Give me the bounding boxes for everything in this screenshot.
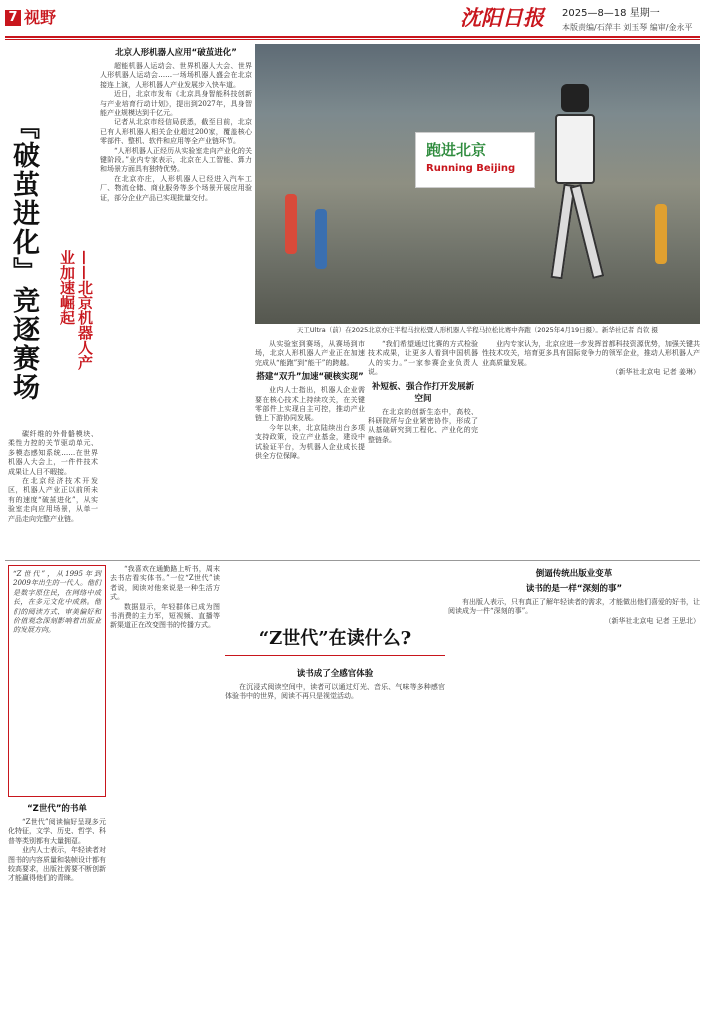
paragraph: 业内专家认为，北京应进一步发挥首都科技资源优势，加强关键共性技术攻关，培育更多具有国际竞争力的领军企业，推动人形机器人产业高质量发展。: [482, 340, 700, 367]
intro-box: “Z世代”，从1995年到2009年出生的一代人。他们是数字原住民，在网络中成长，在多元文化中成熟。他们的阅读方式、审美偏好和价值观念深刻影响着出版业的发展方向。: [8, 565, 106, 797]
paragraph: 超能机器人运动会、世界机器人大会、世界人形机器人运动会……一场场机器人盛会在北京接连上演，人形机器人产业发展步入快车道。: [100, 62, 252, 89]
issue-date: 2025—8—18 星期一: [562, 8, 660, 19]
paragraph: 在北京经济技术开发区，机器人产业正以前所未有的速度“破茧进化”，从实验室走向应用场景，从单一产品走向完整产业链。: [8, 477, 98, 523]
masthead: [0, 0, 705, 44]
photo-caption: 天工Ultra（前）在2025北京亦庄半程马拉松暨人形机器人半程马拉松比赛中奔跑（2025年4月19日摄）。新华社记者 肖钦 摄: [296, 326, 659, 334]
paragraph: 业内人士表示，年轻读者对图书的内容质量和装帧设计都有较高要求，出版社需要不断创新才能赢得他们的青睐。: [8, 846, 106, 883]
paragraph: 记者从北京市经信局获悉，截至目前，北京已有人形机器人相关企业超过200家，覆盖核心零部件、整机、软件和应用等全产业链环节。: [100, 118, 252, 146]
byline: （新华社北京电 记者 王思北）: [604, 616, 700, 625]
paragraph: 从实验室到赛场，从赛场到市场，北京人形机器人产业正在加速完成从“能跑”到“能干”的跨越。: [255, 340, 365, 367]
paragraph: “我喜欢在通勤路上听书，周末去书店看实体书。”一位“Z世代”读者说，阅读对他来说是一种生活方式。: [110, 565, 220, 602]
article-column-1: [8, 430, 98, 555]
article-column-3: [255, 340, 365, 558]
paragraph: “人形机器人正经历从实验室走向产业化的关键阶段。”业内专家表示，北京在人工智能、算力和场景方面具有独特优势。: [100, 146, 252, 174]
main-headline: 『破茧进化』竞逐赛场: [8, 112, 39, 402]
paragraph: 业内人士指出，机器人企业需要在核心技术上持续攻关，在关键零部件上实现自主可控，推动产业链上下游协同发展。: [255, 386, 365, 423]
paragraph: 近日，北京市发布《北京具身智能科技创新与产业培育行动计划》，提出到2027年，具身智能产业规模达到千亿元。: [100, 90, 252, 118]
section-subhead: 北京人形机器人应用“破茧进化”: [115, 48, 237, 58]
paragraph: 数据显示，年轻群体已成为图书消费的主力军，短视频、直播等新渠道正在改变图书的传播方式。: [110, 602, 220, 630]
headline-underline: [225, 655, 445, 656]
paper-logo: 沈阳日报: [460, 5, 544, 30]
article-column-4: [368, 340, 478, 558]
banner-title: 跑进北京: [426, 141, 487, 159]
bottom-column-1: [8, 800, 106, 1010]
paragraph: 在北京亦庄，人形机器人已经进入汽车工厂、物流仓储、商业服务等多个场景开展应用验证，部分企业产品已实现批量交付。: [100, 174, 252, 202]
bottom-column-2: [110, 565, 220, 1010]
paragraph: “我们希望通过比赛的方式检验技术成果，让更多人看到中国机器人的实力。”一家参赛企业负责人说。: [368, 340, 478, 377]
runner-figure: [315, 209, 327, 269]
paragraph: 在北京的创新生态中，高校、科研院所与企业紧密协作，形成了从基础研究到工程化、产业化的完整链条。: [368, 407, 478, 444]
section-subhead: 读书成了全感官体验: [296, 669, 374, 679]
section-subhead: 搭建“双升”加速“硬核实现”: [256, 372, 364, 383]
byline: （新华社北京电 记者 姜琳）: [611, 368, 700, 377]
editors-line: 本版责编/石萍丰 刘玉琴 编审/金永平: [562, 23, 693, 32]
bottom-headline: “Z世代”在读什么?: [258, 628, 412, 649]
header-rule-thin: [5, 39, 700, 40]
runner-figure: [655, 204, 667, 264]
story-divider: [5, 560, 700, 561]
paragraph: 今年以来，北京陆续出台多项支持政策，设立产业基金，建设中试验证平台，为机器人企业成长提供全方位保障。: [255, 423, 365, 461]
section-subhead: 读书的是一样“深刻的事”: [525, 584, 623, 594]
banner-subtitle: Running Beijing: [426, 163, 516, 174]
paragraph: 有出版人表示，只有真正了解年轻读者的需求，才能做出他们喜爱的好书，让阅读成为一件“深刻的事”。: [448, 598, 700, 616]
header-rule: [5, 36, 700, 38]
section-subhead: 补短板、强合作打开发展新空间: [371, 381, 474, 404]
paragraph: 在沉浸式阅读空间中，读者可以通过灯光、音乐、气味等多种感官体验书中的世界，阅读不再只是视觉活动。: [225, 683, 445, 701]
section-number: 7: [5, 10, 21, 26]
section-subhead: 倒逼传统出版业变革: [535, 569, 613, 579]
sub-headline: ——北京机器人产业加速崛起: [58, 250, 94, 370]
bottom-column-3: [225, 665, 445, 1010]
runner-figure: [285, 194, 297, 254]
humanoid-robot: [545, 84, 605, 284]
race-banner: [415, 132, 535, 188]
bottom-column-4: [448, 565, 700, 1010]
section-name: 视野: [24, 8, 57, 27]
paragraph: “Z世代”阅读偏好呈现多元化特征，文学、历史、哲学、科普等类别都有大量拥趸。: [8, 818, 106, 845]
article-column-5: [482, 340, 700, 558]
article-column-2: [100, 44, 252, 558]
section-subhead: “Z世代”的书单: [27, 804, 87, 814]
paragraph: 碳纤维的外骨骼模块、柔性力控的关节驱动单元、多模态感知系统……在世界机器人大会上，一件件技术成果让人目不暇接。: [8, 430, 98, 476]
news-photo: [255, 44, 700, 324]
